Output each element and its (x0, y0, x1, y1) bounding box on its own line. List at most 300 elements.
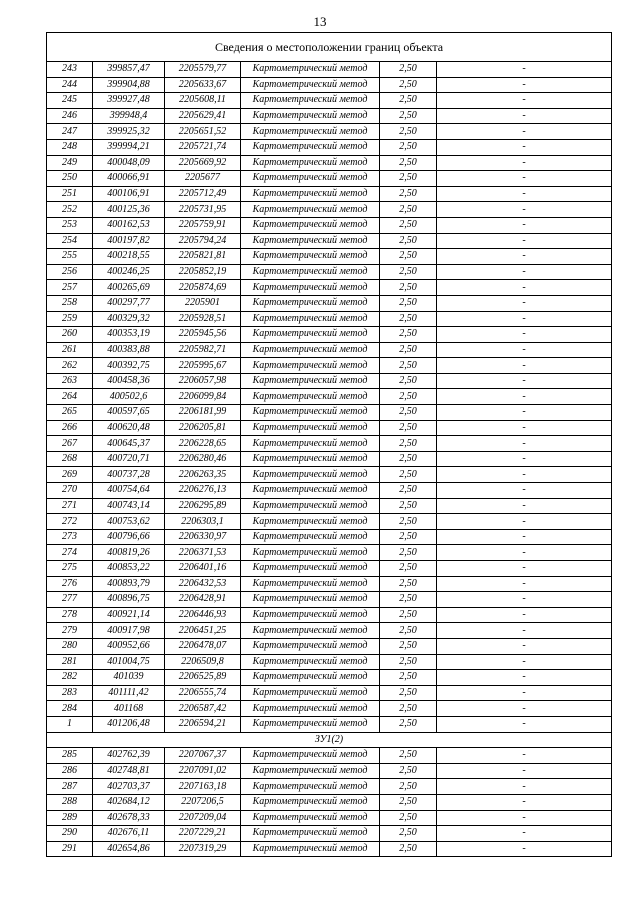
x-coordinate-cell: 400353,19 (93, 327, 165, 343)
point-number-cell: 269 (47, 467, 93, 483)
description-cell: - (437, 779, 612, 795)
y-coordinate-cell: 2207319,29 (165, 841, 241, 857)
table-body (47, 33, 612, 857)
x-coordinate-cell: 402678,33 (93, 810, 165, 826)
description-cell: - (437, 514, 612, 530)
description-cell: - (437, 763, 612, 779)
x-coordinate-cell: 400392,75 (93, 358, 165, 374)
accuracy-cell: 2,50 (380, 217, 437, 233)
description-cell: - (437, 373, 612, 389)
description-cell: - (437, 794, 612, 810)
method-cell: Картометрический метод (241, 373, 380, 389)
accuracy-cell: 2,50 (380, 794, 437, 810)
point-number-cell: 261 (47, 342, 93, 358)
x-coordinate-cell: 400383,88 (93, 342, 165, 358)
x-coordinate-cell: 400743,14 (93, 498, 165, 514)
y-coordinate-cell: 2206280,46 (165, 451, 241, 467)
y-coordinate-cell: 2205759,91 (165, 217, 241, 233)
y-coordinate-cell: 2206205,81 (165, 420, 241, 436)
point-number-cell: 275 (47, 561, 93, 577)
x-coordinate-cell: 400197,82 (93, 233, 165, 249)
x-coordinate-cell: 400620,48 (93, 420, 165, 436)
point-number-cell: 289 (47, 810, 93, 826)
table-row (47, 405, 612, 421)
x-coordinate-cell: 400048,09 (93, 155, 165, 171)
description-cell: - (437, 451, 612, 467)
description-cell: - (437, 108, 612, 124)
table-row (47, 607, 612, 623)
x-coordinate-cell: 400265,69 (93, 280, 165, 296)
point-number-cell: 264 (47, 389, 93, 405)
point-number-cell: 268 (47, 451, 93, 467)
point-number-cell: 280 (47, 638, 93, 654)
point-number-cell: 276 (47, 576, 93, 592)
accuracy-cell: 2,50 (380, 451, 437, 467)
description-cell: - (437, 529, 612, 545)
accuracy-cell: 2,50 (380, 342, 437, 358)
table-row (47, 545, 612, 561)
table-row (47, 716, 612, 732)
method-cell: Картометрический метод (241, 405, 380, 421)
table-row (47, 810, 612, 826)
y-coordinate-cell: 2205982,71 (165, 342, 241, 358)
method-cell: Картометрический метод (241, 467, 380, 483)
description-cell: - (437, 171, 612, 187)
table-row (47, 77, 612, 93)
method-cell: Картометрический метод (241, 841, 380, 857)
table-row (47, 779, 612, 795)
y-coordinate-cell: 2205995,67 (165, 358, 241, 374)
method-cell: Картометрический метод (241, 561, 380, 577)
method-cell: Картометрический метод (241, 670, 380, 686)
method-cell: Картометрический метод (241, 794, 380, 810)
point-number-cell: 247 (47, 124, 93, 140)
method-cell: Картометрический метод (241, 529, 380, 545)
method-cell: Картометрический метод (241, 202, 380, 218)
table-row (47, 514, 612, 530)
accuracy-cell: 2,50 (380, 779, 437, 795)
accuracy-cell: 2,50 (380, 139, 437, 155)
accuracy-cell: 2,50 (380, 202, 437, 218)
x-coordinate-cell: 402703,37 (93, 779, 165, 795)
x-coordinate-cell: 400737,28 (93, 467, 165, 483)
y-coordinate-cell: 2206099,84 (165, 389, 241, 405)
description-cell: - (437, 607, 612, 623)
table-row (47, 451, 612, 467)
x-coordinate-cell: 402654,86 (93, 841, 165, 857)
point-number-cell: 282 (47, 670, 93, 686)
method-cell: Картометрический метод (241, 763, 380, 779)
table-row (47, 139, 612, 155)
description-cell: - (437, 249, 612, 265)
x-coordinate-cell: 401206,48 (93, 716, 165, 732)
table-row (47, 576, 612, 592)
x-coordinate-cell: 399904,88 (93, 77, 165, 93)
accuracy-cell: 2,50 (380, 561, 437, 577)
accuracy-cell: 2,50 (380, 311, 437, 327)
accuracy-cell: 2,50 (380, 389, 437, 405)
point-number-cell: 255 (47, 249, 93, 265)
description-cell: - (437, 93, 612, 109)
y-coordinate-cell: 2205901 (165, 295, 241, 311)
y-coordinate-cell: 2205874,69 (165, 280, 241, 296)
table-row (47, 124, 612, 140)
point-number-cell: 244 (47, 77, 93, 93)
description-cell: - (437, 280, 612, 296)
description-cell: - (437, 155, 612, 171)
table-row (47, 62, 612, 78)
accuracy-cell: 2,50 (380, 420, 437, 436)
method-cell: Картометрический метод (241, 264, 380, 280)
x-coordinate-cell: 399994,21 (93, 139, 165, 155)
method-cell: Картометрический метод (241, 342, 380, 358)
description-cell: - (437, 467, 612, 483)
y-coordinate-cell: 2207206,5 (165, 794, 241, 810)
accuracy-cell: 2,50 (380, 280, 437, 296)
accuracy-cell: 2,50 (380, 249, 437, 265)
y-coordinate-cell: 2205629,41 (165, 108, 241, 124)
description-cell: - (437, 217, 612, 233)
description-cell: - (437, 342, 612, 358)
description-cell: - (437, 327, 612, 343)
x-coordinate-cell: 400952,66 (93, 638, 165, 654)
method-cell: Картометрический метод (241, 576, 380, 592)
accuracy-cell: 2,50 (380, 327, 437, 343)
point-number-cell: 257 (47, 280, 93, 296)
description-cell: - (437, 701, 612, 717)
method-cell: Картометрический метод (241, 233, 380, 249)
point-number-cell: 284 (47, 701, 93, 717)
y-coordinate-cell: 2206428,91 (165, 592, 241, 608)
point-number-cell: 286 (47, 763, 93, 779)
accuracy-cell: 2,50 (380, 716, 437, 732)
method-cell: Картометрический метод (241, 592, 380, 608)
table-row (47, 249, 612, 265)
title-row (47, 33, 612, 62)
boundary-table (46, 32, 612, 857)
accuracy-cell: 2,50 (380, 93, 437, 109)
point-number-cell: 267 (47, 436, 93, 452)
table-row (47, 794, 612, 810)
accuracy-cell: 2,50 (380, 108, 437, 124)
method-cell: Картометрический метод (241, 638, 380, 654)
point-number-cell: 256 (47, 264, 93, 280)
method-cell: Картометрический метод (241, 623, 380, 639)
point-number-cell: 259 (47, 311, 93, 327)
table-row (47, 701, 612, 717)
point-number-cell: 272 (47, 514, 93, 530)
method-cell: Картометрический метод (241, 483, 380, 499)
point-number-cell: 287 (47, 779, 93, 795)
method-cell: Картометрический метод (241, 217, 380, 233)
point-number-cell: 252 (47, 202, 93, 218)
method-cell: Картометрический метод (241, 311, 380, 327)
y-coordinate-cell: 2205928,51 (165, 311, 241, 327)
point-number-cell: 263 (47, 373, 93, 389)
description-cell: - (437, 202, 612, 218)
accuracy-cell: 2,50 (380, 576, 437, 592)
x-coordinate-cell: 400853,22 (93, 561, 165, 577)
table-row (47, 373, 612, 389)
table-row (47, 108, 612, 124)
y-coordinate-cell: 2205852,19 (165, 264, 241, 280)
y-coordinate-cell: 2206555,74 (165, 685, 241, 701)
x-coordinate-cell: 400329,32 (93, 311, 165, 327)
table-row (47, 327, 612, 343)
x-coordinate-cell: 400162,53 (93, 217, 165, 233)
table-row (47, 311, 612, 327)
method-cell: Картометрический метод (241, 93, 380, 109)
y-coordinate-cell: 2205677 (165, 171, 241, 187)
accuracy-cell: 2,50 (380, 638, 437, 654)
point-number-cell: 253 (47, 217, 93, 233)
table-row (47, 748, 612, 764)
description-cell: - (437, 311, 612, 327)
accuracy-cell: 2,50 (380, 467, 437, 483)
point-number-cell: 262 (47, 358, 93, 374)
point-number-cell: 281 (47, 654, 93, 670)
point-number-cell: 250 (47, 171, 93, 187)
accuracy-cell: 2,50 (380, 701, 437, 717)
y-coordinate-cell: 2206594,21 (165, 716, 241, 732)
description-cell: - (437, 638, 612, 654)
table-row (47, 826, 612, 842)
table-row (47, 638, 612, 654)
table-row (47, 654, 612, 670)
accuracy-cell: 2,50 (380, 841, 437, 857)
method-cell: Картометрический метод (241, 77, 380, 93)
y-coordinate-cell: 2205712,49 (165, 186, 241, 202)
y-coordinate-cell: 2206478,07 (165, 638, 241, 654)
x-coordinate-cell: 402676,11 (93, 826, 165, 842)
point-number-cell: 265 (47, 405, 93, 421)
y-coordinate-cell: 2205633,67 (165, 77, 241, 93)
y-coordinate-cell: 2205721,74 (165, 139, 241, 155)
accuracy-cell: 2,50 (380, 592, 437, 608)
table-row (47, 483, 612, 499)
method-cell: Картометрический метод (241, 358, 380, 374)
method-cell: Картометрический метод (241, 249, 380, 265)
page-number: 13 (313, 14, 327, 29)
y-coordinate-cell: 2206303,1 (165, 514, 241, 530)
y-coordinate-cell: 2205794,24 (165, 233, 241, 249)
x-coordinate-cell: 400796,66 (93, 529, 165, 545)
accuracy-cell: 2,50 (380, 654, 437, 670)
point-number-cell: 285 (47, 748, 93, 764)
accuracy-cell: 2,50 (380, 623, 437, 639)
description-cell: - (437, 748, 612, 764)
x-coordinate-cell: 400754,64 (93, 483, 165, 499)
method-cell: Картометрический метод (241, 607, 380, 623)
y-coordinate-cell: 2206446,93 (165, 607, 241, 623)
point-number-cell: 279 (47, 623, 93, 639)
x-coordinate-cell: 402748,81 (93, 763, 165, 779)
y-coordinate-cell: 2205945,56 (165, 327, 241, 343)
table-row (47, 342, 612, 358)
accuracy-cell: 2,50 (380, 186, 437, 202)
y-coordinate-cell: 2206525,89 (165, 670, 241, 686)
y-coordinate-cell: 2207209,04 (165, 810, 241, 826)
table-title: Сведения о местоположении границ объекта (47, 33, 612, 62)
accuracy-cell: 2,50 (380, 545, 437, 561)
table-row (47, 389, 612, 405)
accuracy-cell: 2,50 (380, 436, 437, 452)
description-cell: - (437, 483, 612, 499)
method-cell: Картометрический метод (241, 779, 380, 795)
description-cell: - (437, 389, 612, 405)
accuracy-cell: 2,50 (380, 685, 437, 701)
table-row (47, 264, 612, 280)
point-number-cell: 246 (47, 108, 93, 124)
table-row (47, 420, 612, 436)
description-cell: - (437, 654, 612, 670)
table-row (47, 592, 612, 608)
description-cell: - (437, 592, 612, 608)
accuracy-cell: 2,50 (380, 514, 437, 530)
y-coordinate-cell: 2206295,89 (165, 498, 241, 514)
description-cell: - (437, 77, 612, 93)
y-coordinate-cell: 2205821,81 (165, 249, 241, 265)
description-cell: - (437, 233, 612, 249)
x-coordinate-cell: 402762,39 (93, 748, 165, 764)
accuracy-cell: 2,50 (380, 373, 437, 389)
description-cell: - (437, 545, 612, 561)
x-coordinate-cell: 400753,62 (93, 514, 165, 530)
point-number-cell: 283 (47, 685, 93, 701)
y-coordinate-cell: 2207091,02 (165, 763, 241, 779)
accuracy-cell: 2,50 (380, 264, 437, 280)
x-coordinate-cell: 399927,48 (93, 93, 165, 109)
accuracy-cell: 2,50 (380, 498, 437, 514)
y-coordinate-cell: 2206228,65 (165, 436, 241, 452)
accuracy-cell: 2,50 (380, 763, 437, 779)
x-coordinate-cell: 402684,12 (93, 794, 165, 810)
method-cell: Картометрический метод (241, 389, 380, 405)
description-cell: - (437, 685, 612, 701)
y-coordinate-cell: 2206587,42 (165, 701, 241, 717)
method-cell: Картометрический метод (241, 826, 380, 842)
y-coordinate-cell: 2206509,8 (165, 654, 241, 670)
x-coordinate-cell: 400458,36 (93, 373, 165, 389)
section-label: ЗУ1(2) (47, 732, 612, 748)
point-number-cell: 288 (47, 794, 93, 810)
description-cell: - (437, 436, 612, 452)
x-coordinate-cell: 400502,6 (93, 389, 165, 405)
method-cell: Картометрический метод (241, 327, 380, 343)
x-coordinate-cell: 400246,25 (93, 264, 165, 280)
table-row (47, 186, 612, 202)
point-number-cell: 245 (47, 93, 93, 109)
y-coordinate-cell: 2206330,97 (165, 529, 241, 545)
method-cell: Картометрический метод (241, 124, 380, 140)
point-number-cell: 290 (47, 826, 93, 842)
table-row (47, 93, 612, 109)
description-cell: - (437, 716, 612, 732)
y-coordinate-cell: 2206401,16 (165, 561, 241, 577)
x-coordinate-cell: 401004,75 (93, 654, 165, 670)
method-cell: Картометрический метод (241, 810, 380, 826)
description-cell: - (437, 62, 612, 78)
accuracy-cell: 2,50 (380, 77, 437, 93)
method-cell: Картометрический метод (241, 295, 380, 311)
y-coordinate-cell: 2207229,21 (165, 826, 241, 842)
table-row (47, 529, 612, 545)
x-coordinate-cell: 400893,79 (93, 576, 165, 592)
method-cell: Картометрический метод (241, 436, 380, 452)
point-number-cell: 249 (47, 155, 93, 171)
accuracy-cell: 2,50 (380, 405, 437, 421)
description-cell: - (437, 139, 612, 155)
table-row (47, 670, 612, 686)
y-coordinate-cell: 2205731,95 (165, 202, 241, 218)
y-coordinate-cell: 2206181,99 (165, 405, 241, 421)
table-row (47, 217, 612, 233)
section-row (47, 732, 612, 748)
x-coordinate-cell: 400896,75 (93, 592, 165, 608)
table-row (47, 623, 612, 639)
accuracy-cell: 2,50 (380, 810, 437, 826)
point-number-cell: 251 (47, 186, 93, 202)
table-row (47, 436, 612, 452)
point-number-cell: 258 (47, 295, 93, 311)
point-number-cell: 273 (47, 529, 93, 545)
description-cell: - (437, 841, 612, 857)
x-coordinate-cell: 400218,55 (93, 249, 165, 265)
accuracy-cell: 2,50 (380, 748, 437, 764)
y-coordinate-cell: 2205608,11 (165, 93, 241, 109)
point-number-cell: 291 (47, 841, 93, 857)
point-number-cell: 1 (47, 716, 93, 732)
method-cell: Картометрический метод (241, 155, 380, 171)
description-cell: - (437, 561, 612, 577)
point-number-cell: 254 (47, 233, 93, 249)
x-coordinate-cell: 401168 (93, 701, 165, 717)
table-row (47, 155, 612, 171)
y-coordinate-cell: 2206263,35 (165, 467, 241, 483)
method-cell: Картометрический метод (241, 654, 380, 670)
accuracy-cell: 2,50 (380, 826, 437, 842)
method-cell: Картометрический метод (241, 514, 380, 530)
table-row (47, 498, 612, 514)
table-row (47, 233, 612, 249)
description-cell: - (437, 498, 612, 514)
accuracy-cell: 2,50 (380, 529, 437, 545)
method-cell: Картометрический метод (241, 186, 380, 202)
table-row (47, 358, 612, 374)
point-number-cell: 271 (47, 498, 93, 514)
x-coordinate-cell: 400066,91 (93, 171, 165, 187)
accuracy-cell: 2,50 (380, 607, 437, 623)
method-cell: Картометрический метод (241, 685, 380, 701)
x-coordinate-cell: 400125,36 (93, 202, 165, 218)
description-cell: - (437, 358, 612, 374)
table-row (47, 685, 612, 701)
x-coordinate-cell: 400297,77 (93, 295, 165, 311)
point-number-cell: 248 (47, 139, 93, 155)
accuracy-cell: 2,50 (380, 171, 437, 187)
table-row (47, 467, 612, 483)
y-coordinate-cell: 2206451,25 (165, 623, 241, 639)
description-cell: - (437, 264, 612, 280)
description-cell: - (437, 810, 612, 826)
x-coordinate-cell: 401111,42 (93, 685, 165, 701)
table-row (47, 171, 612, 187)
point-number-cell: 270 (47, 483, 93, 499)
method-cell: Картометрический метод (241, 171, 380, 187)
table-row (47, 841, 612, 857)
description-cell: - (437, 670, 612, 686)
description-cell: - (437, 420, 612, 436)
